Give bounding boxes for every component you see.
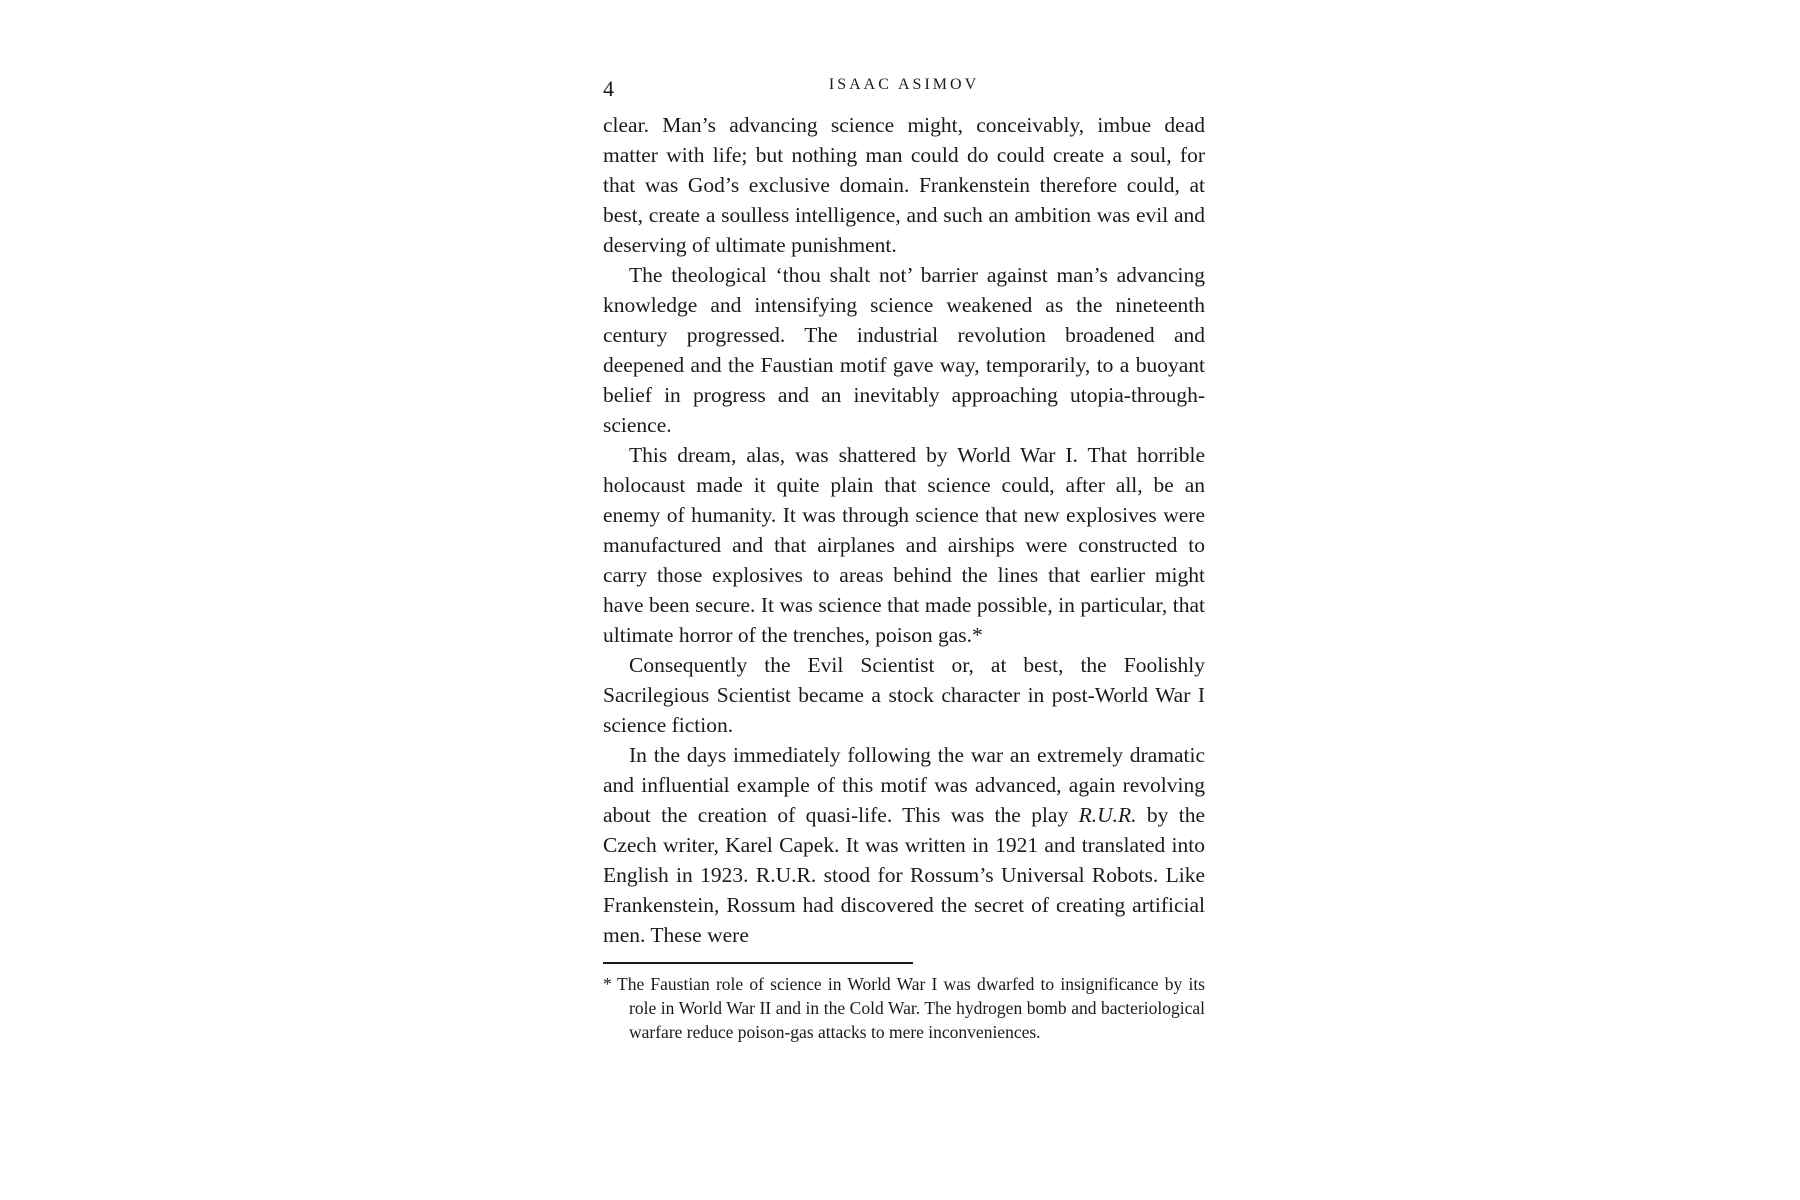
footnote-marker: * xyxy=(603,974,612,994)
paragraph-4: Consequently the Evil Scientist or, at best, the Foolishly Sacrilegious Scientist became a stock character in post-World War I science fiction. xyxy=(603,653,1205,737)
play-title: R.U.R. xyxy=(1078,803,1137,827)
footnote xyxy=(603,972,1205,1044)
page-number: 4 xyxy=(603,76,614,101)
paragraph-5 xyxy=(603,740,1205,950)
footnote-rule xyxy=(603,962,913,964)
book-page xyxy=(603,70,1205,1044)
running-title: ISAAC ASIMOV xyxy=(828,76,980,93)
paragraph-3: This dream, alas, was shattered by World War I. That horrible holocaust made it quite plain that science could, after all, be an enemy of humanity. It was through science that new explosives were manufactured and that airplanes and airships were constructed to carry those explosives to areas behind the lines that earlier might have been secure. It was science that made possible, in particular, that ultimate horror of the trenches, poison gas.* xyxy=(603,443,1205,647)
paragraph-5-text-b: by the Czech writer, Karel Capek. It was written in 1921 and translated into English in 1923. R.U.R. stood for Rossum’s Universal Robots. Like Frankenstein, Rossum had discovered the secret of creating artificial men. These were xyxy=(603,803,1205,947)
running-head xyxy=(603,70,1205,110)
paragraph-2: The theological ‘thou shalt not’ barrier against man’s advancing knowledge and intensifying science weakened as the nineteenth century progressed. The industrial revolution broadened and deepened and the Faustian motif gave way, temporarily, to a buoyant belief in progress and an inevitably approaching utopia-through-science. xyxy=(603,263,1205,437)
paragraph-5-text-a: In the days immediately following the war an extremely dramatic and influential example of this motif was advanced, again revolving about the creation of quasi-life. This was the play xyxy=(603,743,1205,827)
footnote-text: The Faustian role of science in World War I was dwarfed to insignificance by its role in World War II and in the Cold War. The hydrogen bomb and bacteriological warfare reduce poison-gas attacks to mere inconveniences. xyxy=(617,974,1205,1042)
body-text xyxy=(603,110,1205,950)
paragraph-1: clear. Man’s advancing science might, conceivably, imbue dead matter with life; but nothing man could do could create a soul, for that was God’s exclusive domain. Frankenstein therefore could, at best, create a soulless intelligence, and such an ambition was evil and deserving of ultimate punishment. xyxy=(603,113,1205,257)
